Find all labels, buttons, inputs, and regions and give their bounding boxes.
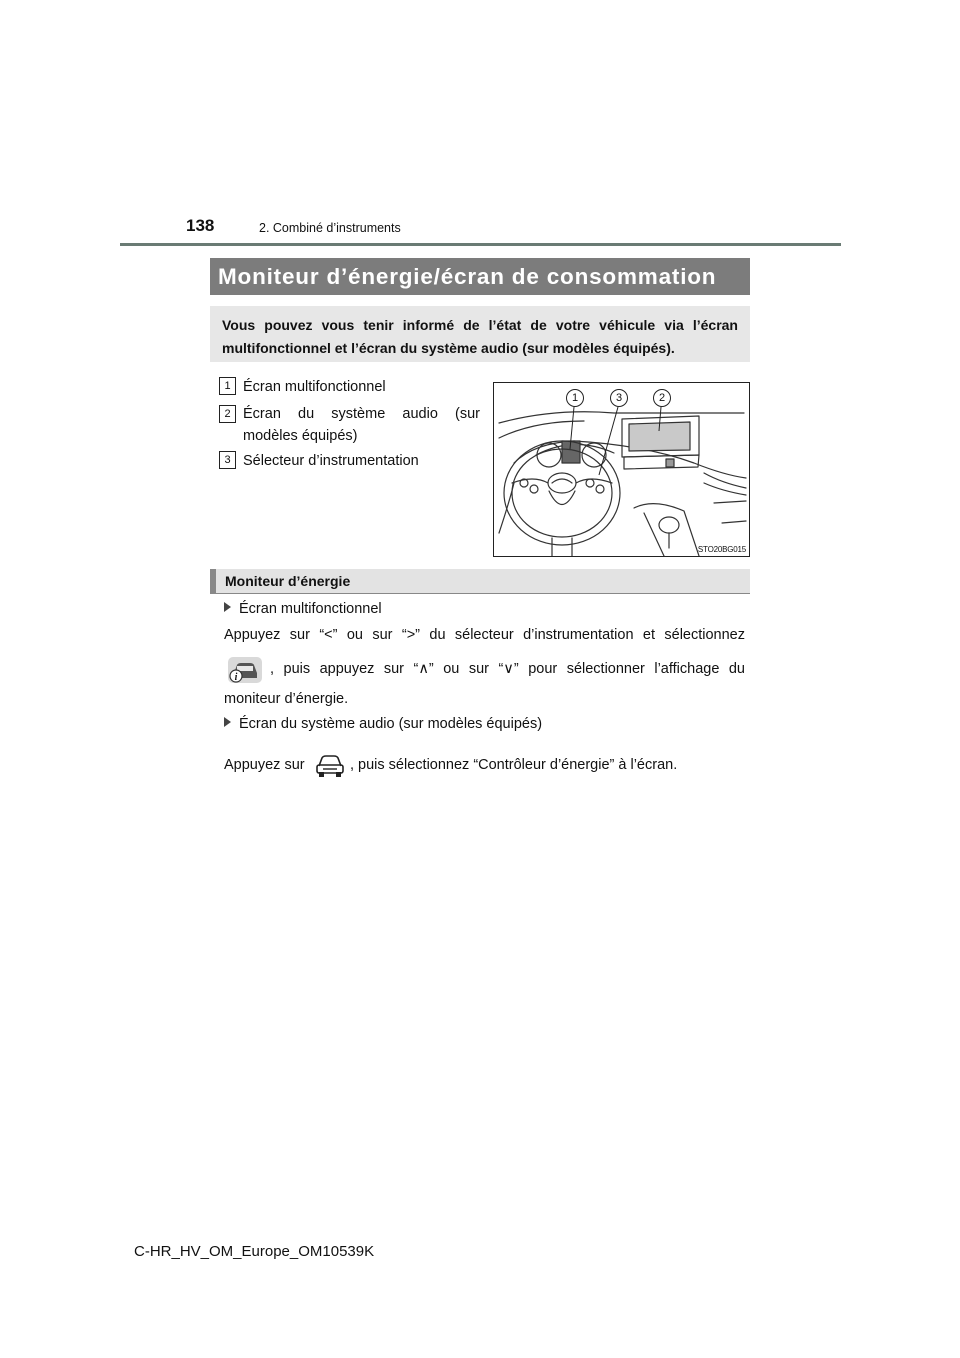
callout-3: 3 bbox=[610, 389, 628, 407]
dashboard-drawing bbox=[494, 383, 749, 556]
callout-1: 1 bbox=[566, 389, 584, 407]
page-title: Moniteur d’énergie/écran de consommation bbox=[210, 258, 750, 295]
legend-label-2-line2: modèles équipés) bbox=[243, 428, 358, 444]
triangle-bullet-icon bbox=[224, 602, 231, 612]
legend-label-3: Sélecteur d’instrumentation bbox=[243, 453, 419, 469]
bullet-item-1-label: Écran multifonctionnel bbox=[239, 601, 382, 617]
legend-number-3: 3 bbox=[219, 451, 236, 469]
bullet-item-2 bbox=[224, 716, 542, 732]
dashboard-illustration bbox=[493, 382, 750, 557]
image-code: STO20BG015 bbox=[697, 545, 746, 554]
legend-number-1: 1 bbox=[219, 377, 236, 395]
legend-label-2-line1: Écran du système audio (sur bbox=[243, 406, 480, 422]
vehicle-info-icon bbox=[228, 655, 262, 685]
triangle-bullet-icon bbox=[224, 717, 231, 727]
para-1-line-3: moniteur d’énergie. bbox=[224, 691, 349, 707]
para-1-line-1: Appuyez sur “<” ou sur “>” du sélecteur d’instrumentation et sélectionnez bbox=[224, 627, 745, 643]
header-rule bbox=[120, 243, 841, 246]
bullet-item-1 bbox=[224, 601, 382, 617]
subsection-title: Moniteur d’énergie bbox=[210, 569, 750, 594]
svg-text:i: i bbox=[234, 672, 238, 683]
bullet-item-2-label: Écran du système audio (sur modèles équipés) bbox=[239, 716, 543, 732]
section-title: 2. Combiné d’instruments bbox=[259, 221, 401, 235]
legend-number-2: 2 bbox=[219, 405, 236, 423]
intro-box: Vous pouvez vous tenir informé de l’état de votre véhicule via l’écran multifonctionnel et l’écran du système audio (sur modèles équipés). bbox=[210, 306, 750, 362]
page-number: 138 bbox=[186, 216, 215, 235]
car-front-icon bbox=[314, 752, 346, 780]
para-2-after: , puis sélectionnez “Contrôleur d’énergie” à l’écran. bbox=[350, 757, 678, 773]
para-1-line-2: , puis appuyez sur “∧” ou sur “∨” pour sélectionner l’affichage du bbox=[270, 661, 745, 677]
callout-2: 2 bbox=[653, 389, 671, 407]
legend-label-1: Écran multifonctionnel bbox=[243, 379, 386, 395]
para-2-before: Appuyez sur bbox=[224, 757, 305, 773]
footer-code: C-HR_HV_OM_Europe_OM10539K bbox=[134, 1243, 375, 1260]
